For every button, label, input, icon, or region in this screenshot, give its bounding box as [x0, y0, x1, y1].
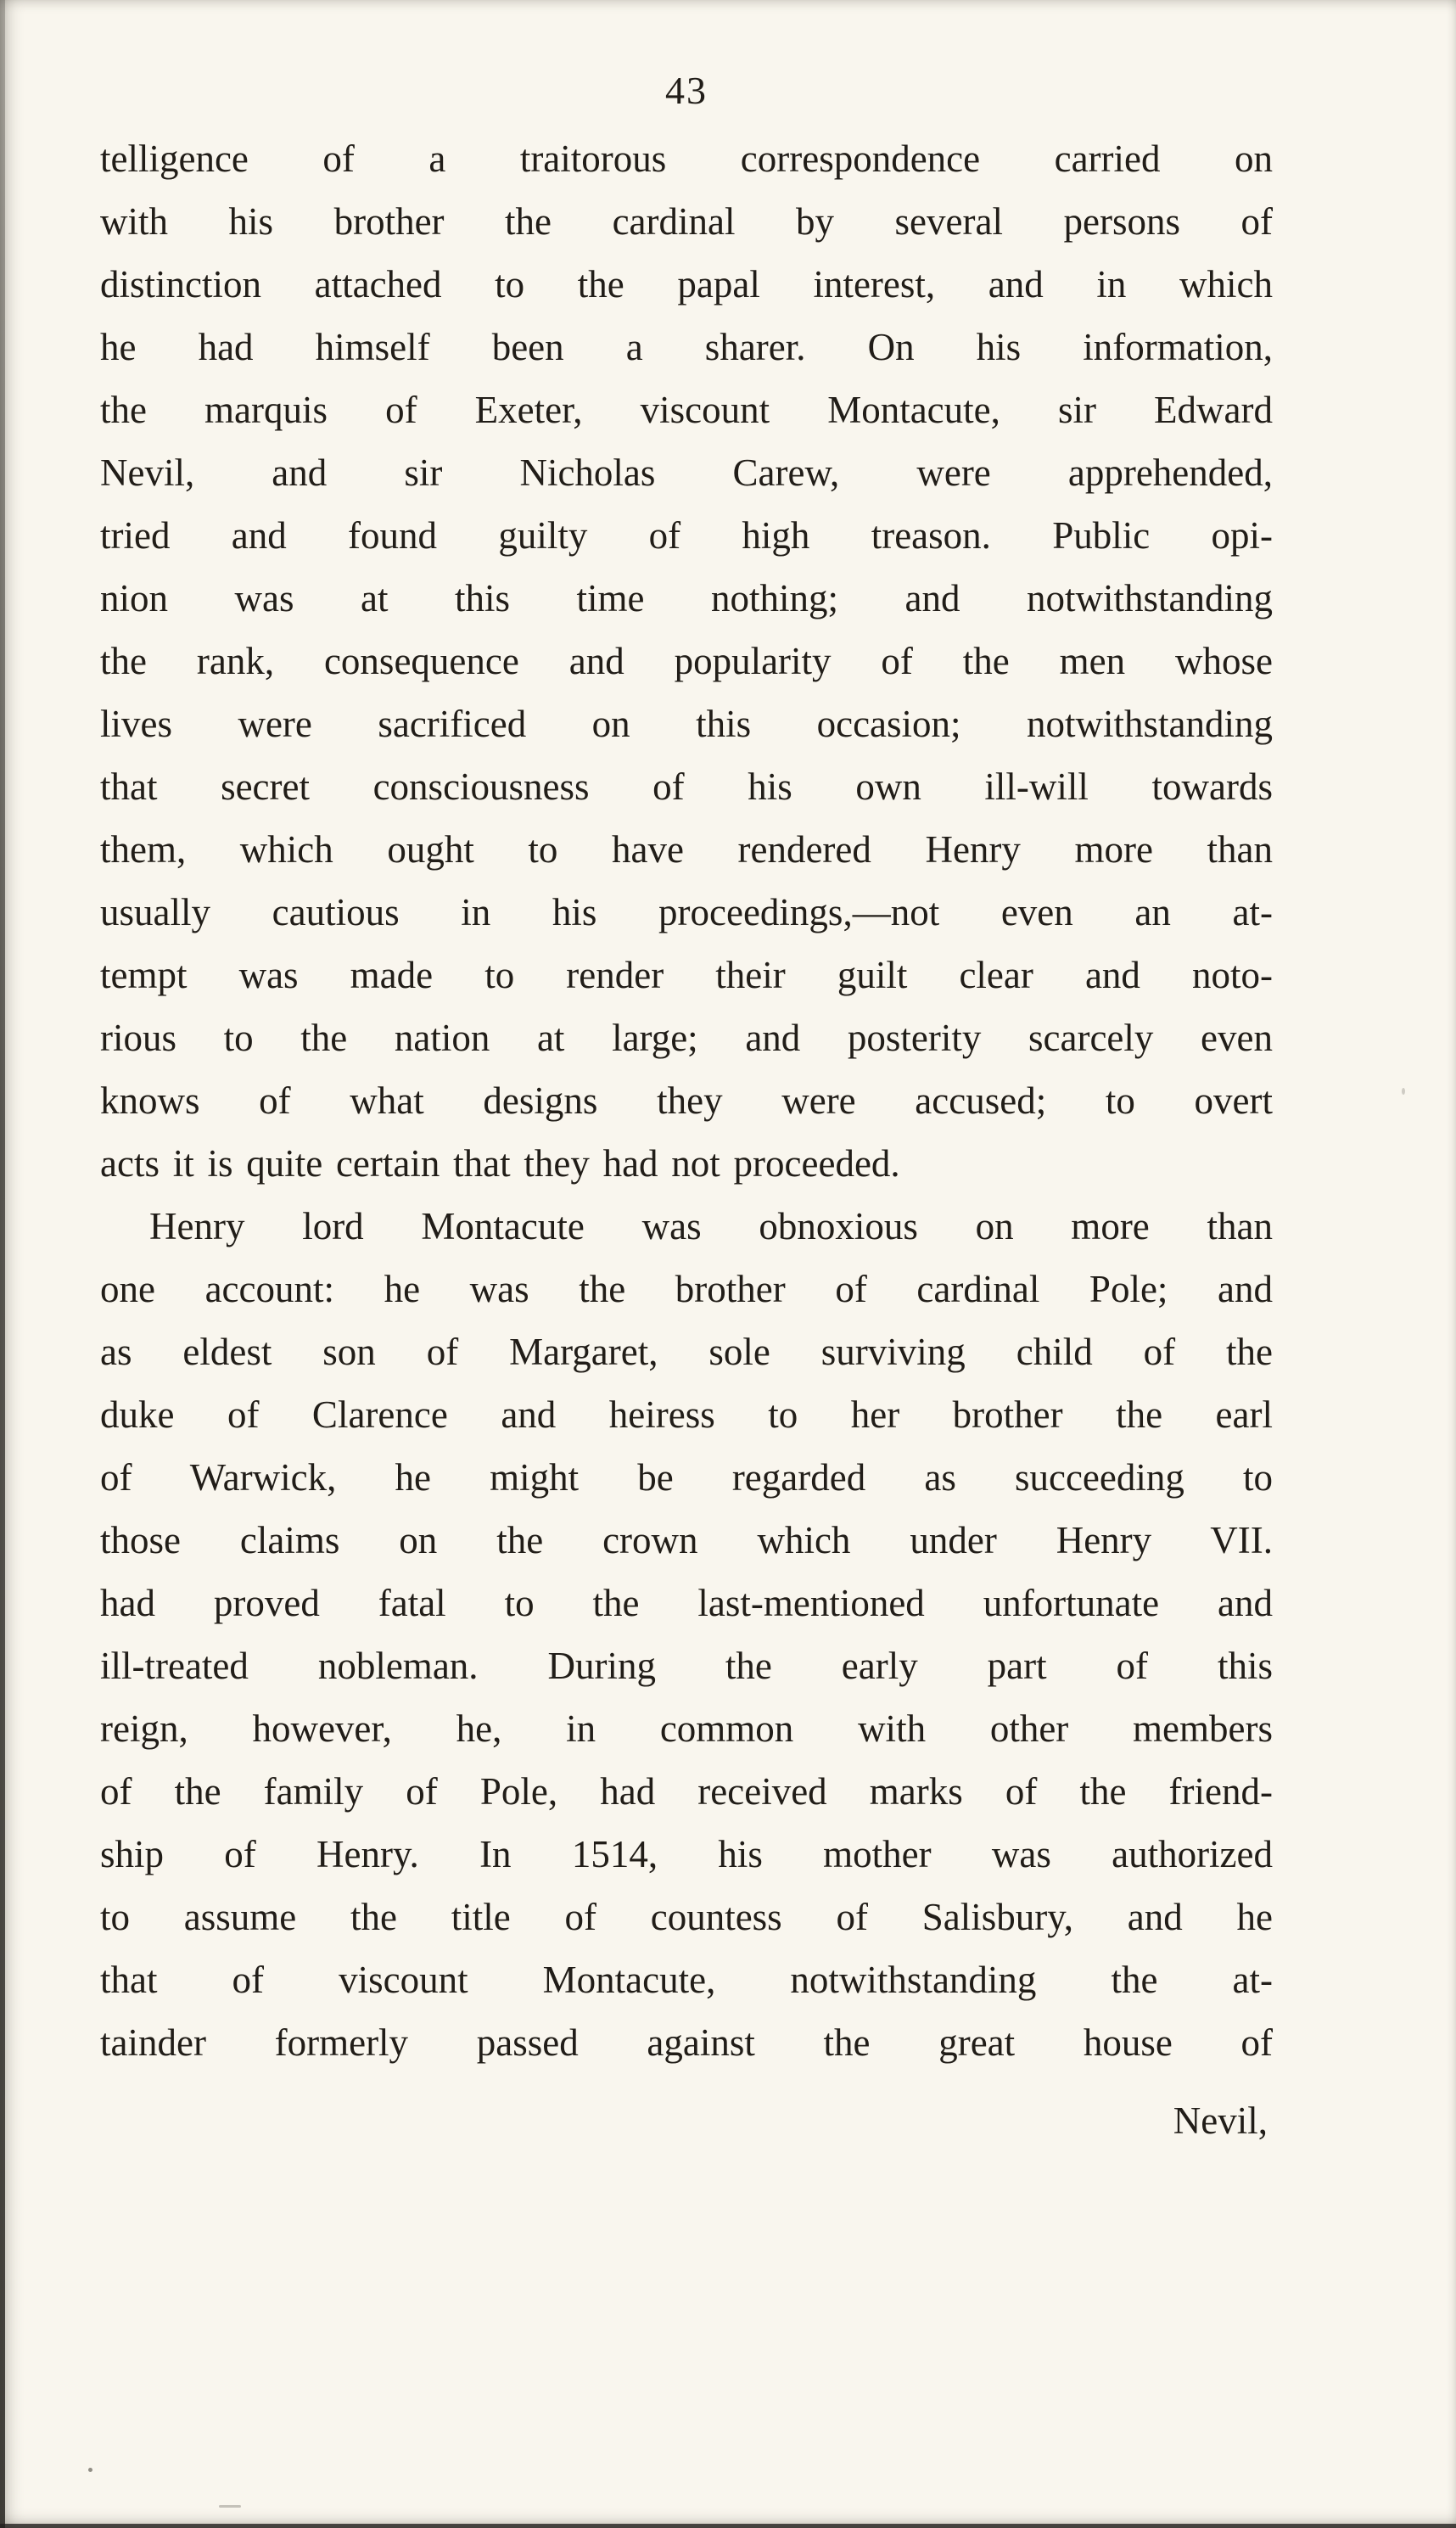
- text-line: Nevil, and sir Nicholas Carew, were apprehended,: [100, 451, 1273, 494]
- text-line: that secret consciousness of his own ill-will towards: [100, 765, 1273, 808]
- text-line: tried and found guilty of high treason. Public opi-: [100, 514, 1273, 557]
- text-line: had proved fatal to the last-mentioned unfortunate and: [100, 1582, 1273, 1624]
- text-line: he had himself been a sharer. On his information,: [100, 326, 1273, 368]
- text-line: to assume the title of countess of Salisbury, and he: [100, 1896, 1273, 1938]
- scan-speck: [1402, 1088, 1405, 1095]
- text-line: nion was at this time nothing; and notwithstanding: [100, 577, 1273, 619]
- text-line: ill-treated nobleman. During the early part of this: [100, 1645, 1273, 1687]
- text-line: the marquis of Exeter, viscount Montacute, sir Edward: [100, 389, 1273, 431]
- text-line: telligence of a traitorous correspondence carried on: [100, 137, 1273, 180]
- text-line: tempt was made to render their guilt clear and noto-: [100, 954, 1273, 996]
- text-line: as eldest son of Margaret, sole surviving child of the: [100, 1331, 1273, 1373]
- text-line: rious to the nation at large; and posterity scarcely even: [100, 1017, 1273, 1059]
- text-line: knows of what designs they were accused; to overt: [100, 1079, 1273, 1122]
- text-line: of Warwick, he might be regarded as succeeding to: [100, 1456, 1273, 1499]
- text-line: that of viscount Montacute, notwithstanding the at-: [100, 1959, 1273, 2001]
- text-line: usually cautious in his proceedings,—not even an at-: [100, 891, 1273, 933]
- text-line: ship of Henry. In 1514, his mother was authorized: [100, 1833, 1273, 1875]
- text-line: lives were sacrificed on this occasion; notwithstanding: [100, 703, 1273, 745]
- text-line: the rank, consequence and popularity of the men whose: [100, 640, 1273, 682]
- page-number: 43: [665, 69, 708, 112]
- text-line: Henry lord Montacute was obnoxious on more than: [149, 1205, 1273, 1247]
- text-line: them, which ought to have rendered Henry more than: [100, 828, 1273, 871]
- scan-speck: [219, 2505, 241, 2508]
- text-line: acts it is quite certain that they had not proceeded.: [100, 1142, 900, 1185]
- text-line: those claims on the crown which under Henry VII.: [100, 1519, 1273, 1561]
- text-line: of the family of Pole, had received marks of the friend-: [100, 1770, 1273, 1813]
- scan-speck: [88, 2468, 92, 2472]
- text-line: one account: he was the brother of cardinal Pole; and: [100, 1268, 1273, 1310]
- text-line: with his brother the cardinal by several persons of: [100, 200, 1273, 243]
- scan-edge-left: [0, 0, 5, 2528]
- text-line: duke of Clarence and heiress to her brother the earl: [100, 1393, 1273, 1436]
- text-line: tainder formerly passed against the great house of: [100, 2021, 1273, 2064]
- body-text: [100, 127, 1273, 2152]
- scan-edge-bottom: [0, 2524, 1456, 2528]
- catchword: Nevil,: [1173, 2099, 1268, 2142]
- text-line: distinction attached to the papal interest, and in which: [100, 263, 1273, 305]
- text-line: reign, however, he, in common with other members: [100, 1707, 1273, 1750]
